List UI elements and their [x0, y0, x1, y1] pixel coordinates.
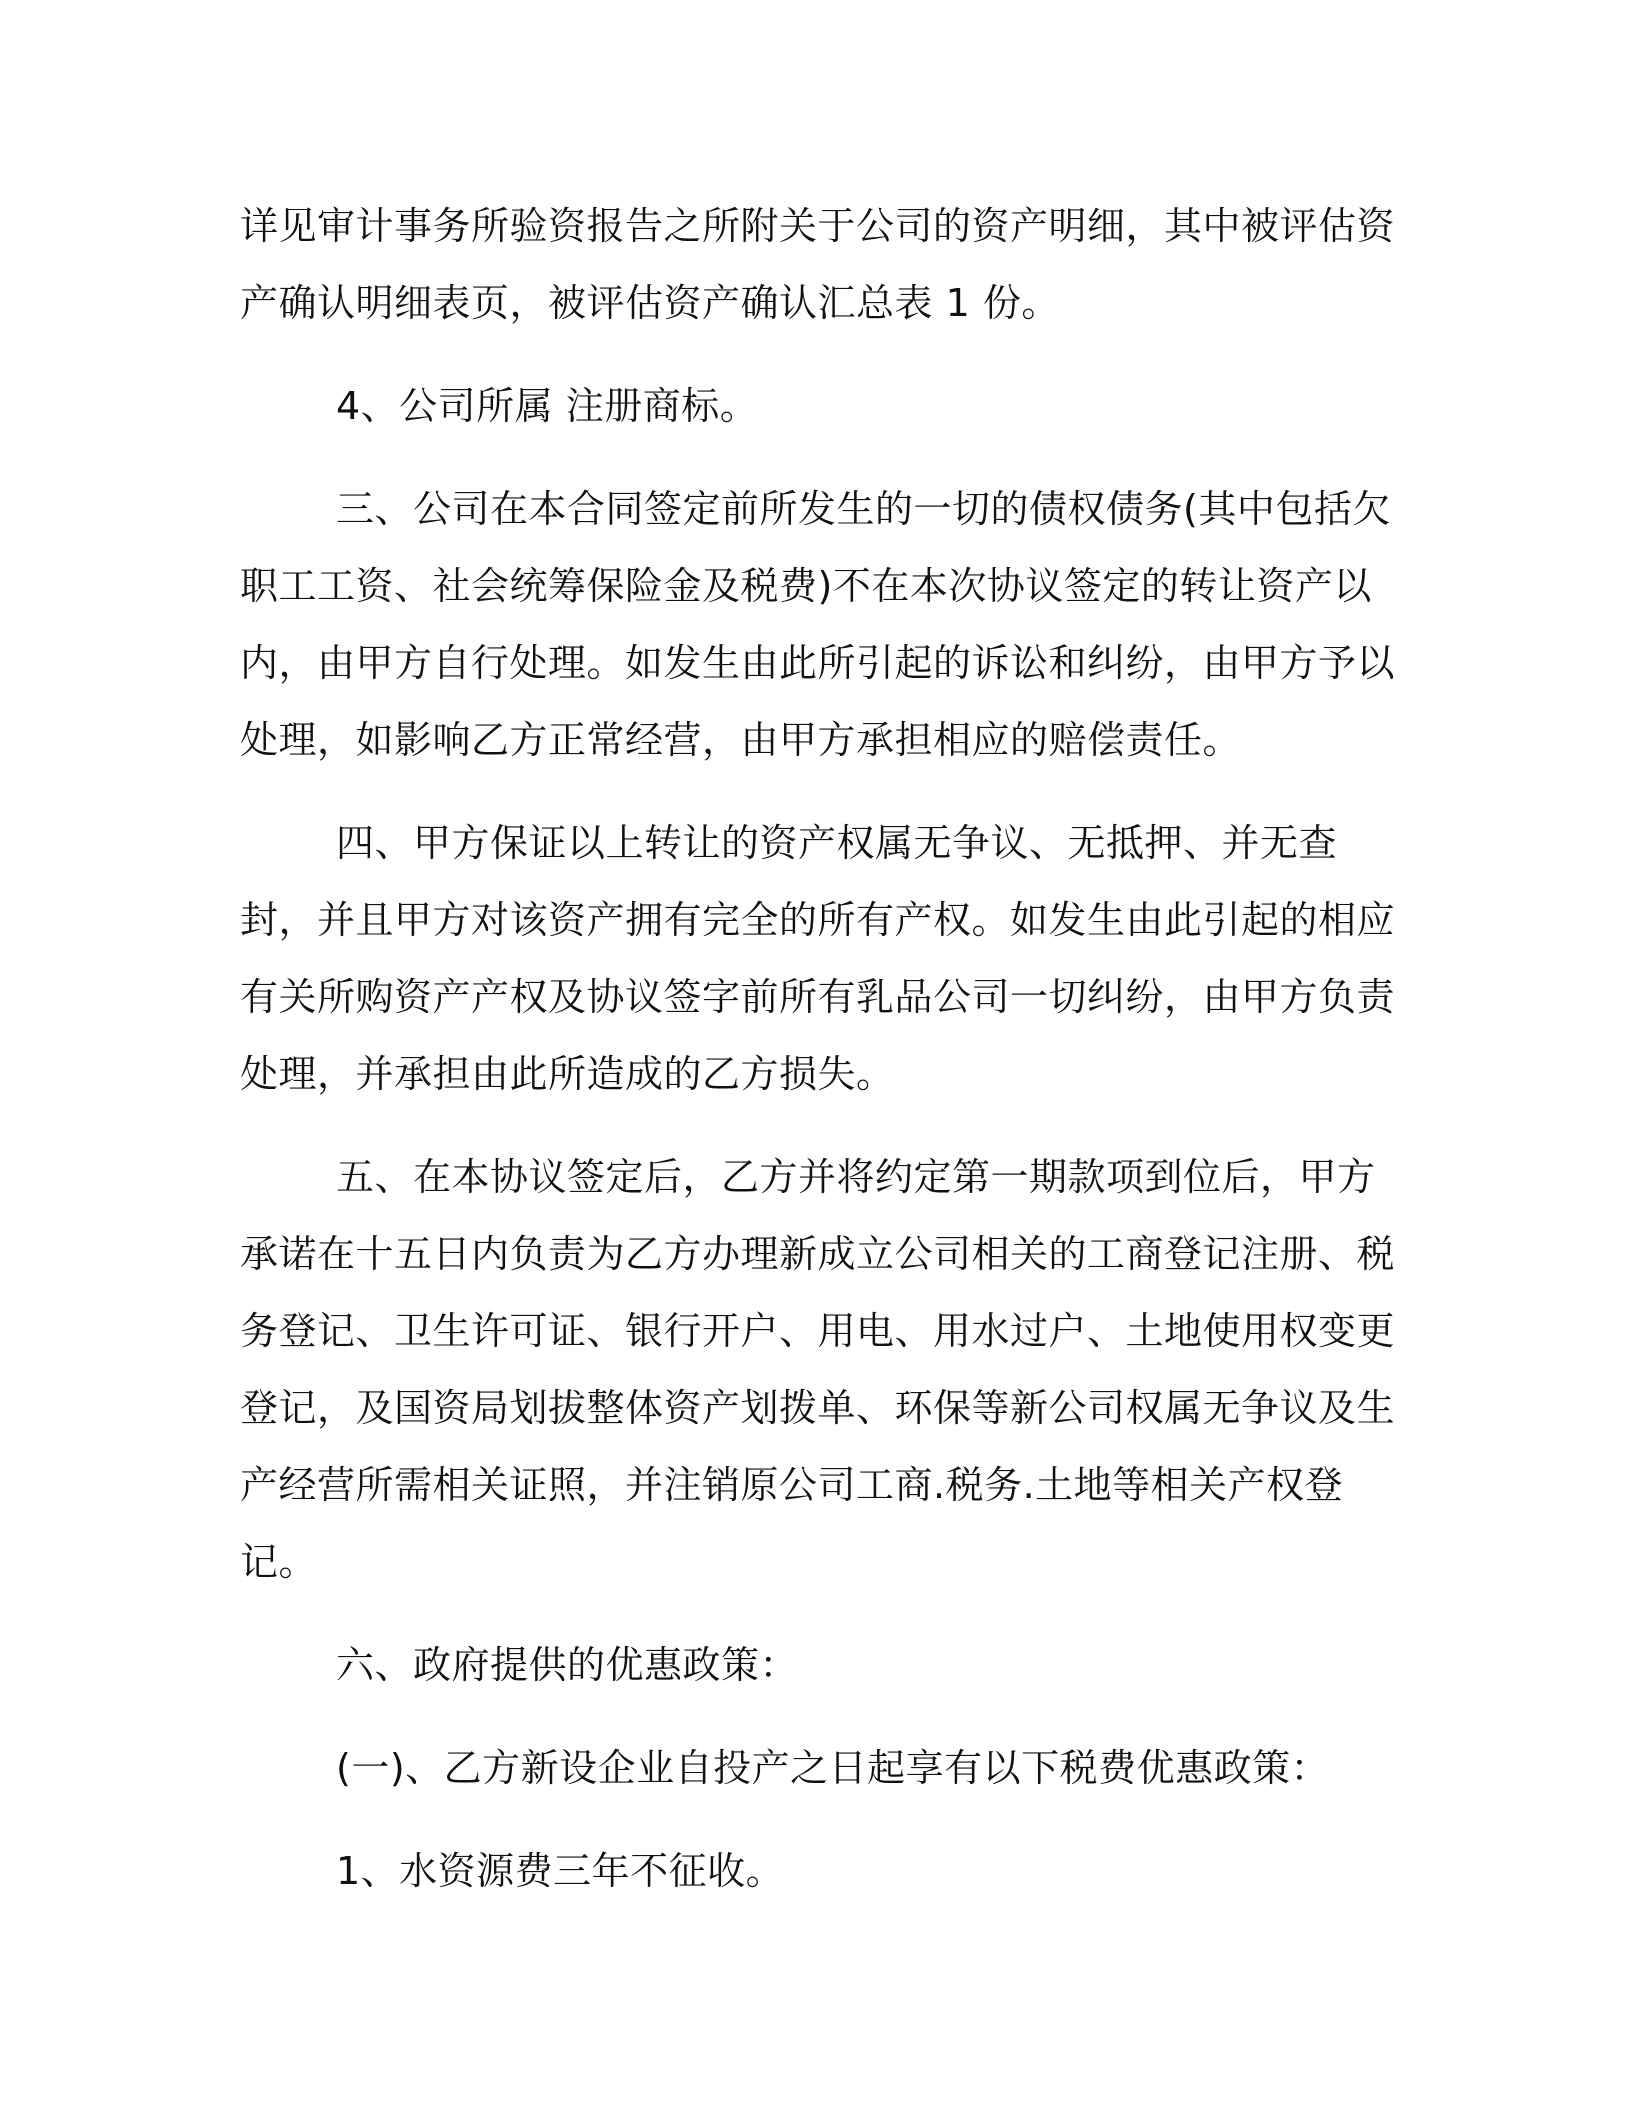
paragraph-subclause-1-tax: (一)、乙方新设企业自投产之日起享有以下税费优惠政策：	[336, 1746, 1330, 1790]
paragraph-clause-5-registration: 五、在本协议签定后，乙方并将约定第一期款项到位后，甲方承诺在十五日内负责为乙方办理新成立公司相关的工商登记注册、税务登记、卫生许可证、银行开户、用电、用水过户、土地使用权变更登记，及国资局划拔整体资产划拨单、环保等新公司权属无争议及生产经营所需相关证照，并注销原公司工商.税务.土地等相关产权登记。	[240, 1155, 1396, 1584]
paragraph-clause-3-debts: 三、公司在本合同签定前所发生的一切的债权债务(其中包括欠职工工资、社会统筹保险金及税费)不在本次协议签定的转让资产以内，由甲方自行处理。如发生由此所引起的诉讼和纠纷，由甲方予以处理，如影响乙方正常经营，由甲方承担相应的赔偿责任。	[240, 487, 1396, 762]
document-body	[240, 188, 1396, 1936]
paragraph-trademark: 4、公司所属 注册商标。	[336, 384, 759, 428]
paragraph-item-1-water: 1、水资源费三年不征收。	[336, 1849, 785, 1893]
paragraph-clause-4-guarantee: 四、甲方保证以上转让的资产权属无争议、无抵押、并无查封，并且甲方对该资产拥有完全的所有产权。如发生由此引起的相应有关所购资产产权及协议签字前所有乳品公司一切纠纷，由甲方负责处理，并承担由此所造成的乙方损失。	[240, 821, 1396, 1096]
paragraph-asset-details: 详见审计事务所验资报告之所附关于公司的资产明细，其中被评估资产确认明细表页，被评估资产确认汇总表 1 份。	[240, 204, 1396, 325]
paragraph-clause-6-policies: 六、政府提供的优惠政策：	[336, 1643, 799, 1687]
